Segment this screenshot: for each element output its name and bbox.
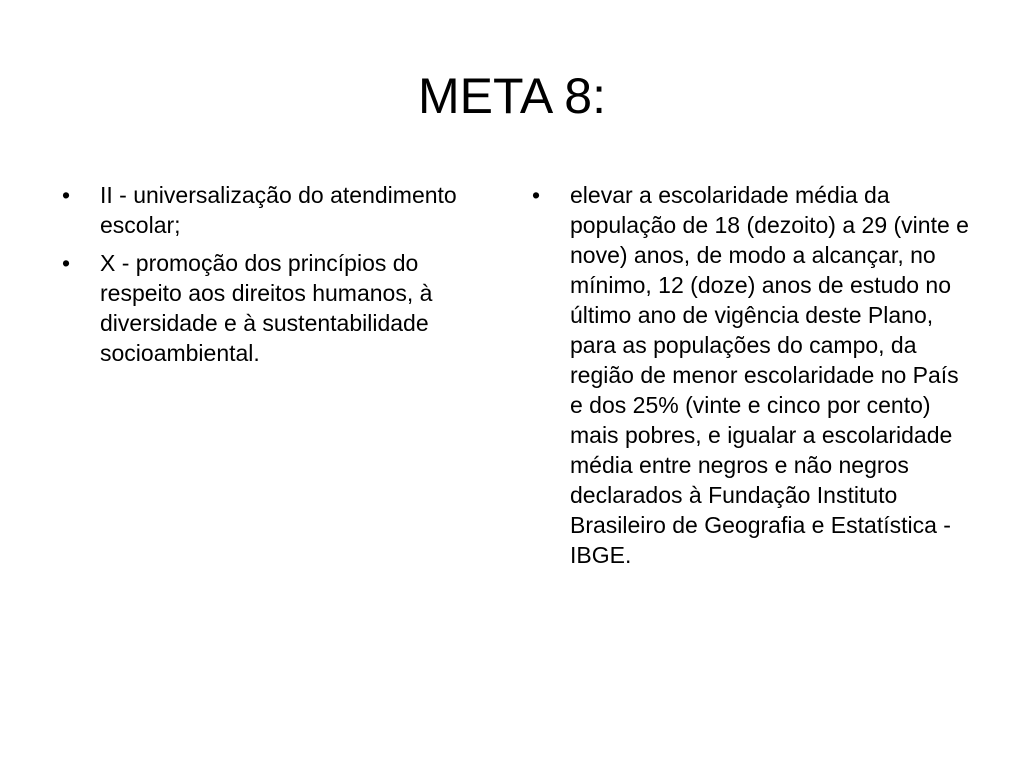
list-item xyxy=(62,180,502,240)
right-bullet-list xyxy=(532,180,972,578)
list-item-text: elevar a escolaridade média da população de 18 (dezoito) a 29 (vinte e nove) anos, de modo a alcançar, no mínimo, 12 (doze) anos de estudo no último ano de vigência deste Plano, para as populações do campo, da região de menor escolaridade no País e dos 25% (vinte e cinco por cento) mais pobres, e igualar a escolaridade média entre negros e não negros declarados à Fundação Instituto Brasileiro de Geografia e Estatística - IBGE. xyxy=(570,182,969,568)
bullet-icon: • xyxy=(62,182,71,208)
bullet-icon: • xyxy=(62,250,71,276)
list-item xyxy=(62,248,502,368)
list-item-text: X - promoção dos princípios do respeito aos direitos humanos, à diversidade e à sustentabilidade socioambiental. xyxy=(100,250,433,366)
left-bullet-list xyxy=(62,180,502,376)
slide-title: META 8: xyxy=(417,68,606,124)
list-item-text: II - universalização do atendimento escolar; xyxy=(100,182,457,238)
bullet-icon: • xyxy=(532,182,541,208)
list-item xyxy=(532,180,972,570)
